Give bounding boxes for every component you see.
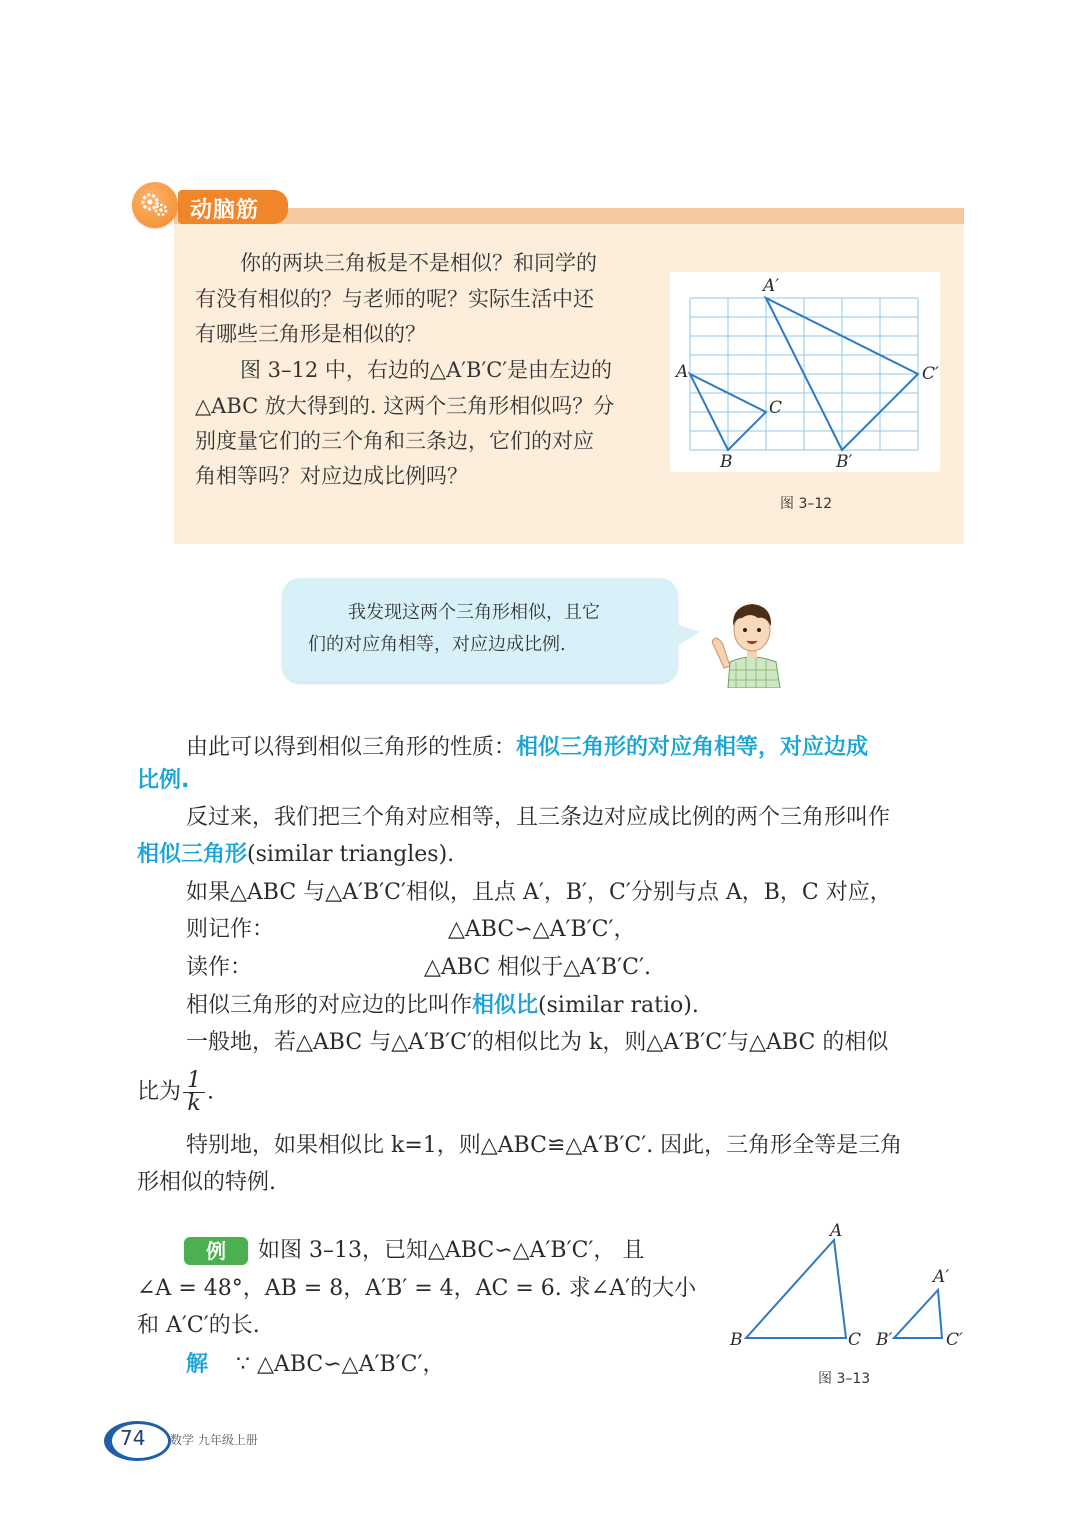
label-a: A xyxy=(676,362,689,382)
definition-term-en: (similar triangles). xyxy=(247,842,455,867)
property-highlight-cont: 比例. xyxy=(137,768,190,793)
think-paragraph-line: 你的两块三角板是不是相似？和同学的 xyxy=(240,251,597,275)
definition-line: 反过来，我们把三个角对应相等，且三条边对应成比例的两个三角形叫作 xyxy=(186,805,891,830)
label-b-prime-fig13: B′ xyxy=(876,1330,893,1350)
general-tail-suffix: . xyxy=(207,1079,215,1105)
property-line xyxy=(186,730,868,766)
fraction-numerator: 1 xyxy=(183,1070,205,1093)
example-badge: 例 xyxy=(184,1237,248,1265)
think-header-stripe xyxy=(174,208,964,224)
record-expression: △ABC∽△A′B′C′， xyxy=(448,917,636,942)
label-c-prime-fig13: C′ xyxy=(946,1330,963,1350)
triangle-abc-small xyxy=(894,1290,942,1338)
label-c: C xyxy=(769,398,783,418)
student-illustration xyxy=(706,596,796,688)
property-highlight: 相似三角形的对应角相等，对应边成 xyxy=(516,735,869,760)
ratio-intro: 相似三角形的对应边的比叫作 xyxy=(186,993,473,1018)
book-title: 数学 九年级上册 xyxy=(170,1433,258,1447)
page-number: 74 xyxy=(120,1426,146,1450)
general-tail-prefix: 比为 xyxy=(137,1079,182,1105)
figure-3-12 xyxy=(670,272,940,472)
read-expression: △ABC 相似于△A′B′C′. xyxy=(424,955,651,980)
record-label: 则记作： xyxy=(186,917,275,942)
label-a-prime-fig13: A′ xyxy=(933,1267,950,1287)
gears-icon xyxy=(132,182,178,228)
label-c-fig13: C xyxy=(848,1330,862,1350)
solution-text: ∵ △ABC∽△A′B′C′， xyxy=(236,1352,445,1377)
think-paragraph-line: 图 3–12 中，右边的△A′B′C′是由左边的 xyxy=(240,358,613,382)
think-paragraph-line: 有哪些三角形是相似的？ xyxy=(195,322,426,346)
figure-caption: 图 3–13 xyxy=(818,1371,871,1387)
bubble-line: 们的对应角相等，对应边成比例. xyxy=(308,634,566,655)
notation-line: 如果△ABC 与△A′B′C′相似，且点 A′，B′，C′分别与点 A，B，C 对应， xyxy=(186,880,892,905)
ratio-line xyxy=(186,988,699,1024)
think-paragraph-line: △ABC 放大得到的. 这两个三角形相似吗？分 xyxy=(195,394,615,418)
label-c-prime: C′ xyxy=(922,364,939,384)
special-line: 特别地，如果相似比 k=1，则△ABC≌△A′B′C′. 因此，三角形全等是三角 xyxy=(186,1133,903,1158)
example-line: ∠A = 48°，AB = 8，A′B′ = 4，AC = 6. 求∠A′的大小 xyxy=(137,1276,697,1301)
definition-term-line xyxy=(137,837,454,873)
example-line: 和 A′C′的长. xyxy=(137,1313,260,1338)
read-label: 读作： xyxy=(186,955,253,980)
label-a-fig13: A xyxy=(830,1221,843,1241)
ratio-term-en: (similar ratio). xyxy=(538,993,699,1018)
fraction-denominator: k xyxy=(187,1091,201,1116)
speech-bubble-tail xyxy=(670,622,700,650)
fraction-one-over-k xyxy=(183,1070,205,1115)
think-paragraph-line: 别度量它们的三个角和三条边，它们的对应 xyxy=(195,429,594,453)
label-a-prime: A′ xyxy=(763,276,780,296)
solution-label: 解 xyxy=(186,1352,209,1377)
figure-caption: 图 3–12 xyxy=(780,496,833,512)
special-line-cont: 形相似的特例. xyxy=(137,1170,276,1195)
think-paragraph-line: 角相等吗？对应边成比例吗？ xyxy=(195,464,468,488)
think-paragraph-line: 有没有相似的？与老师的呢？实际生活中还 xyxy=(195,287,594,311)
ratio-term: 相似比 xyxy=(472,993,539,1018)
label-b-fig13: B xyxy=(730,1330,743,1350)
triangle-abc-large xyxy=(746,1240,846,1338)
think-title: 动脑筋 xyxy=(190,198,260,223)
definition-term: 相似三角形 xyxy=(137,842,248,867)
general-tail xyxy=(137,1070,214,1115)
solution-line xyxy=(186,1347,444,1383)
example-line: 如图 3–13，已知△ABC∽△A′B′C′， 且 xyxy=(258,1238,645,1263)
general-line: 一般地，若△ABC 与△A′B′C′的相似比为 k，则△A′B′C′与△ABC 的相似 xyxy=(186,1030,889,1055)
label-b-prime: B′ xyxy=(836,452,853,472)
label-b: B xyxy=(720,452,733,472)
bubble-line: 我发现这两个三角形相似，且它 xyxy=(348,602,600,623)
property-intro: 由此可以得到相似三角形的性质： xyxy=(186,735,517,760)
